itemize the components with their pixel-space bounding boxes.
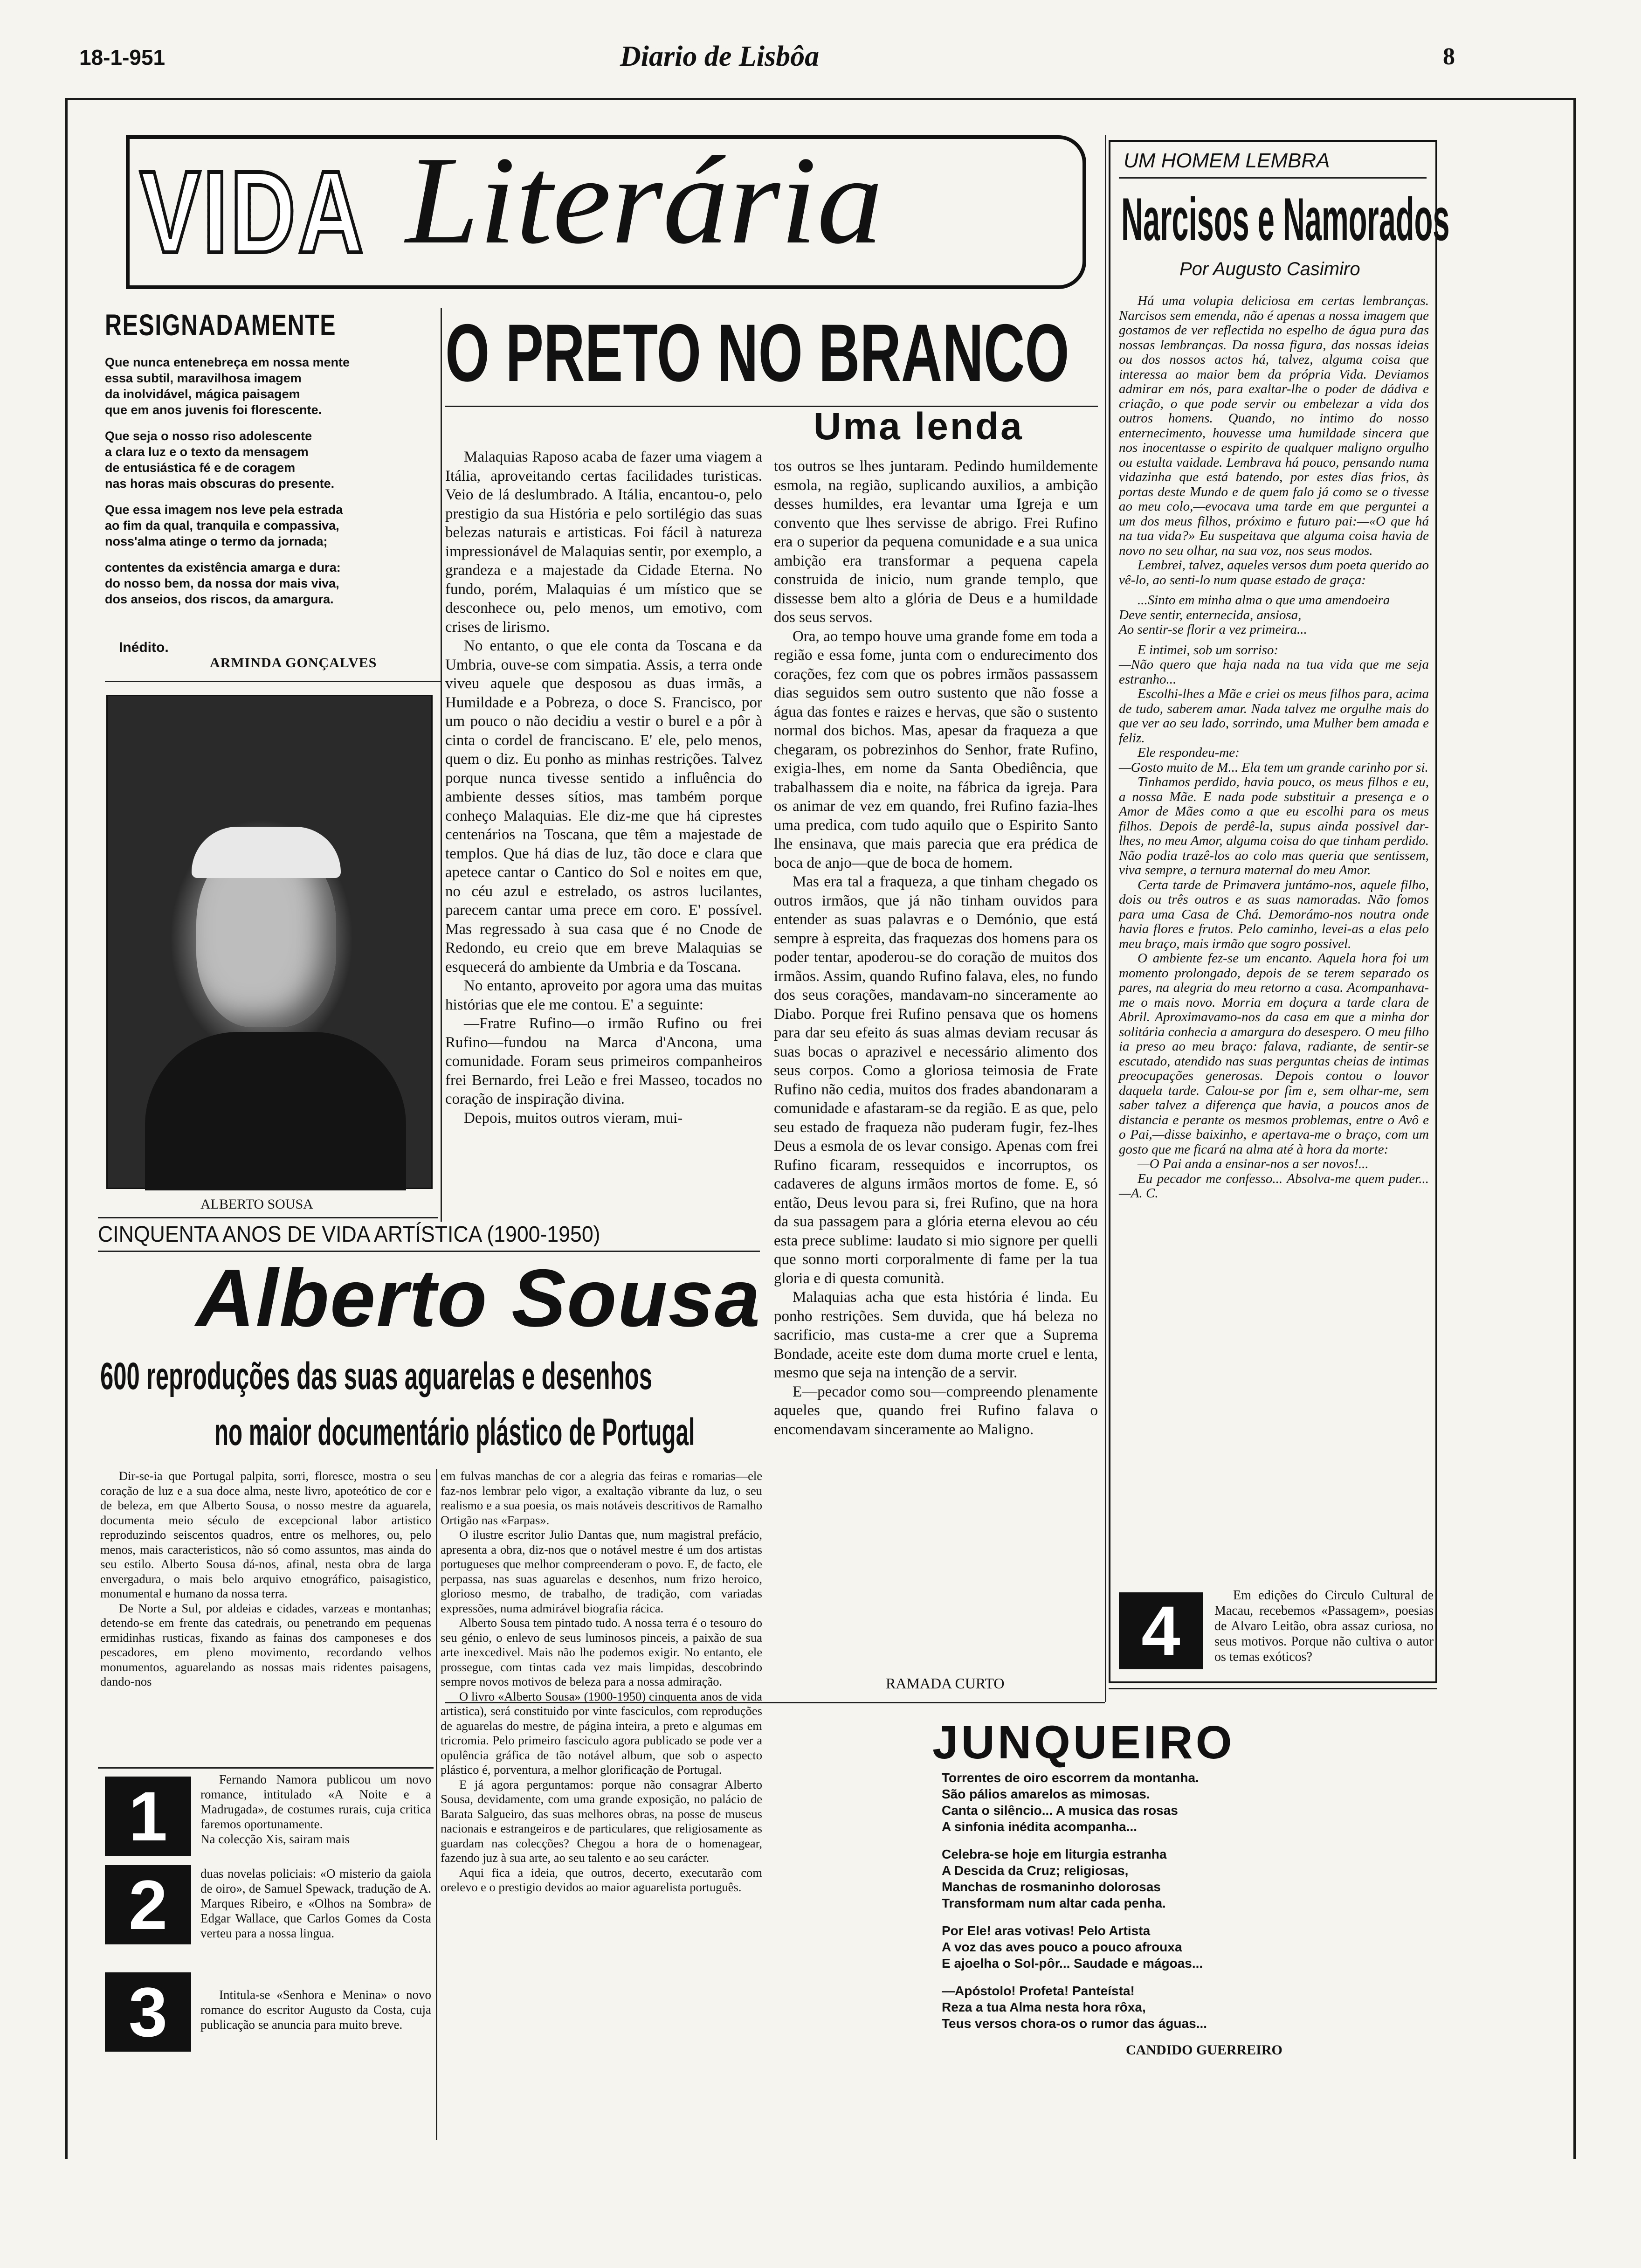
note-3-text: Intitula-se «Senhora e Menina» o novo romance do escritor Augusto da Costa, cuja publicação se anuncia para muito breve. <box>200 1988 431 2032</box>
junqueiro-poem <box>942 1770 1431 2032</box>
poem-title: RESIGNADAMENTE <box>105 308 337 342</box>
verse: ...Sinto em minha alma o que uma amendoeira Deve sentir, enternecida, ansiosa, Ao sentir-se florir a vez primeira... <box>1119 593 1390 637</box>
junqueiro-title: JUNQUEIRO <box>932 1716 1235 1769</box>
right-title: Narcisos e Namorados <box>1121 185 1450 253</box>
paragraph: Há uma volupia deliciosa em certas lembranças. Narcisos sem emenda, não é apenas a nossa imagem que gostamos de ver reflectida no espelho de água pura das nossas lembranças. Da nossa figura, das nossas ideias ou dos nossos actos há, talvez, alguma coisa que interessa ao maior bem da própria Vida. Deviamos admirar em nós, para exaltar-lhe o poder de dádiva e criação, o que pode servir ou embelezar a vida dos outros homens. Quando, no intimo do nosso enternecimento, houvesse uma humildade sincera que nos inocentasse o espirito de qualquer maligno orgulho ou estulta vaidade. Lembrava há pouco, pensando numa vidazinha que está batendo, por estes dias frios, às portas deste Mundo e de quem falo já como se o tivesse ao meu colo,—evocava uma tarde em que perguntei a um dos meus filhos, próximo e futuro pai:—«O que há na tua vida?» Eu suspeitava que alguma coisa havia de novo no seu olhar, na sua voz, nos seus modos. <box>1119 293 1429 558</box>
note-1-text: Fernando Namora publicou um novo romance, intitulado «A Noite e a Madrugada», de costumes rurais, cuja critica faremos oportunamente. Na colecção Xis, sairam mais <box>200 1772 431 1846</box>
paragraph: em fulvas manchas de cor a alegria das feiras e romarias—ele faz-nos lembrar pelo vigor, a exaltação vibrante da luz, o seu realismo e a sua poesia, os mais notáveis descritivos de Ramalho Ortigão nas «Farpas». <box>441 1469 762 1527</box>
paragraph: Aqui fica a ideia, que outros, decerto, executarão com orelevo e o prestigio devidos ao maior aguarelista português. <box>441 1865 762 1894</box>
paragraph: E já agora perguntamos: porque não consagrar Alberto Sousa, devidamente, com uma grande exposição, no palácio de Barata Salgueiro, das suas melhores obras, na posse de museus nacionais e estrangeiros e de particulares, que religiosamente as guardam nas colecções? Chegou a hora de o homenagear, fazendo juz à sua arte, ao seu talento e ao seu carácter. <box>441 1777 762 1865</box>
preto-title: O PRETO NO BRANCO <box>445 308 1069 399</box>
paragraph: O ambiente fez-se um encanto. Aquela hora foi um momento prolongado, depois de se terem separado os pares, na alegria do meu retorno a casa. Acompanhava-me o mais novo. Morria em doçura a tarde clara de Abril. Aproximavamo-nos da casa em que a minha dor solitária conhecia a amargura do desespero. O meu filho ia preso ao meu braço: falava, radiante, de sentir-se escutado, atendido nas suas perguntas cheias de intimas preocupações generosas. Depois contou o louvor daquela tarde. Calou-se por fim e, sem olhar-me, sem saber talvez a diferença que havia, a poucos anos de distancia e perante os mesmos problemas, entre o Avô e o Pai,—disse baixinho, e apertava-me o braço, com um gosto que me ficará na alma até à hora da morte: <box>1119 951 1429 1157</box>
paragraph: Lembrei, talvez, aqueles versos dum poeta querido ao vê-lo, ao senti-lo num quase estado de graça: <box>1119 558 1429 588</box>
poem-stanza: Que seja o nosso riso adolescente a clara luz e o texto da mensagem de entusiástica fé e de coragem nas horas mais obscuras do presente. <box>105 429 335 491</box>
junqueiro-author: CANDIDO GUERREIRO <box>1126 2042 1282 2058</box>
paragraph: O ilustre escritor Julio Dantas que, num magistral prefácio, apresenta a obra, diz-nos que o notável mestre é um dos artistas portugueses que melhor compreenderam o povo. E, de facto, ele perpassa, nas suas aguarelas e desenhos, num frizo heroico, glorioso mesmo, de trabalho, de tradição, com variadas expressões, numa admirável biografia rácica. <box>441 1528 762 1615</box>
note-1-number: 1 <box>105 1777 191 1856</box>
poem-note: Inédito. <box>119 640 169 655</box>
note-3-number: 3 <box>105 1972 191 2052</box>
paragraph: Escolhi-lhes a Mãe e criei os meus filhos para, acima de tudo, saberem amar. Nada talvez me orgulhe mais do que ver ao seu lado, sorrindo, uma Mulher bem amada e feliz. <box>1119 686 1429 746</box>
page-date: 18-1-951 <box>79 45 165 69</box>
note-2-number: 2 <box>105 1865 191 1944</box>
preto-author: RAMADA CURTO <box>886 1675 1005 1692</box>
sousa-name: Alberto Sousa <box>196 1253 761 1344</box>
paragraph: Malaquias acha que esta história é linda. Eu ponho restrições. Sem duvida, que há beleza no sacrificio, mas custa-me a crer que a Suprema Bondade, aceite este dom duma morte cruel e lenta, mesmo que seja na intenção de a servir. <box>774 1289 1098 1381</box>
paragraph: Ora, ao tempo houve uma grande fome em toda a região e essa fome, junta com o endurecimento dos corações, fez com que os pobres irmãos passassem dias seguidos sem outro sustento que não fosse a água das fontes e raizes e hervas, que são o sustento normal dos bichos. Mas, apesar da fraqueza a que chegaram, os pobrezinhos do Senhor, frate Rufino, exigia-lhes, em nome da Santa Obediência, que trabalhassem dia e noite, na fábrica da igreja. Para os animar de vez em quando, frei Rufino fazia-lhes uma predica, com tudo aquilo que o Espirito Santo lhe ensinava, que mais parecia que era prédica de boca de anjo—que de boca de homem. <box>774 628 1098 871</box>
paragraph: Certa tarde de Primavera juntámo-nos, aquele filho, dois ou três outros e as suas namoradas. Não fomos para uma Casa de Chá. Demorámo-nos noutra onde havia flores e frutos. Pelo caminho, levei-as a elas pelo meu braço, mais irmão que sogro possivel. <box>1119 877 1429 951</box>
note-4-number: 4 <box>1119 1592 1203 1669</box>
poem-stanza: Por Ele! aras votivas! Pelo Artista A voz das aves pouco a pouco afrouxa E ajoelha o Sol-pôr... Saudade e mágoas... <box>942 1923 1203 1971</box>
right-kicker: UM HOMEM LEMBRA <box>1124 149 1330 172</box>
note-4-text: Em edições do Circulo Cultural de Macau, recebemos «Passagem», poesias de Alvaro Leitão, obra assaz curiosa, no seus motivos. Porque não cultiva o autor os temas exóticos? <box>1214 1588 1434 1664</box>
right-byline: Por Augusto Casimiro <box>1179 259 1360 279</box>
banner-vida: VIDA <box>140 147 366 277</box>
portrait-hair <box>192 827 341 878</box>
paragraph: Eu pecador me confesso... Absolva-me quem puder...—A. C. <box>1119 1171 1429 1201</box>
paragraph: Tinhamos perdido, havia pouco, os meus filhos e eu, a nossa Mãe. E nada pode substituir a presença e o Amor de Mães como a que eu escolhi para os meus filhos. Depois de perdê-la, supus ainda possivel dar-lhes, no meu Amor, alguma coisa do que tinham perdido. Não podia trazê-los ao colo mas queria que sentissem, viva sempre, a ternura maternal do meu Amor. <box>1119 774 1429 878</box>
preto-subtitle: Uma lenda <box>814 405 1024 448</box>
poem-stanza: —Apóstolo! Profeta! Panteísta! Reza a tua Alma nesta hora rôxa, Teus versos chora-os o rumor das águas... <box>942 1984 1207 2031</box>
paragraph: E intimei, sob um sorriso: —Não quero que haja nada na tua vida que me seja estranho... <box>1119 642 1429 687</box>
paragraph: No entanto, aproveito por agora uma das muitas histórias que ele me contou. E' a seguinte: <box>445 977 762 1013</box>
poem-stanza: Que essa imagem nos leve pela estrada ao fim da qual, tranquila e compassiva, noss'alma atinge o termo da jornada; <box>105 503 343 548</box>
paragraph: E—pecador como sou—compreendo plenamente aqueles que, quando frei Rufino falava o encomendavam sinceramente ao Maligno. <box>774 1383 1098 1438</box>
page-number: 8 <box>1443 43 1455 70</box>
sousa-headline-1: 600 reproduções das suas aguarelas e desenhos <box>100 1355 652 1397</box>
paragraph: Malaquias Raposo acaba de fazer uma viagem a Itália, aproveitando certas facilidades turisticas. Veio de lá deslumbrado. A Itália, encantou-o, pelo prestigio da sua História e pelo sortilégio das suas belezas naturais e artisticas. Foi fácil à natureza impressionável de Malaquias sentir, por exemplo, a grandeza e a majestade da Cidade Eterna. No fundo, porém, Malaquias é um místico que se desconhece ou, pelo menos, um emotivo, com crises de lirismo. <box>445 449 762 636</box>
preto-column-2 <box>774 457 1098 1439</box>
masthead: Diario de Lisbôa <box>620 41 820 72</box>
poem-stanza: Torrentes de oiro escorrem da montanha. São pálios amarelos as mimosas. Canta o silêncio... A musica das rosas A sinfonia inédita acompanha... <box>942 1770 1199 1834</box>
poem-body <box>105 354 441 619</box>
poem-author: ARMINDA GONÇALVES <box>210 655 377 671</box>
banner-literaria: Literária <box>406 131 883 270</box>
sousa-column-2 <box>441 1469 762 1895</box>
sousa-kicker: CINQUENTA ANOS DE VIDA ARTÍSTICA (1900-1950) <box>98 1222 600 1247</box>
paragraph: Dir-se-ia que Portugal palpita, sorri, floresce, mostra o seu coração de luz e a sua doce alma, neste livro, apoteótico de cor e de beleza, em que Alberto Sousa, o nosso mestre da aguarela, documenta meio século de excepcional labor artistico reproduzindo seiscentos quadros, entre os melhores, ou, pelo menos, mais caracteristicos, não só como assuntos, mas ainda do seu estilo. Alberto Sousa dá-nos, afinal, nesta obra de larga envergadura, o mais belo arquivo etnográfico, paisagistico, monumental e humano da nossa terra. <box>100 1469 431 1600</box>
paragraph: Ele respondeu-me: —Gosto muito de M... Ela tem um grande carinho por si. <box>1119 745 1428 775</box>
poem-stanza: contentes da existência amarga e dura: do nosso bem, da nossa dor mais viva, dos anseios, dos riscos, da amargura. <box>105 560 341 606</box>
alberto-sousa-photo <box>106 695 433 1189</box>
paragraph: —Fratre Rufino—o irmão Rufino ou frei Rufino—fundou na Marca d'Ancona, uma comunidade. Foram seus primeiros companheiros frei Bernardo, frei Leão e frei Masseo, tocados no coração de inspiração divina. <box>445 1015 762 1107</box>
paragraph: Mas era tal a fraqueza, a que tinham chegado os outros irmãos, que já não tinham ouvidos para entender as suas palavras e o Demónio, que está sempre à espreita, das fraquezas dos homens para os poder tentar, apoderou-se do coração de muitos dos irmãos. Assim, quando Rufino falava, eles, no fundo dos seus corações, mandavam-no sinceramente ao Diabo. Porque frei Rufino pensava que os homens para dar seu efeito ás suas almas deviam recusar ás suas bocas o aprazivel e necessário alimento dos seus corpos. Como a gloriosa teimosia de Frate Rufino não cedia, muitos dos frades abandonaram a comunidade e afastaram-se da região. E as que, pelo seu estado de fraqueza não puderam fugir, fez-lhes Deus a esmola de os levar consigo. Apenas com frei Rufino ficaram, ressequidos e incorruptos, os cadaveres de alguns irmãos mortos de fome. E, só então, Deus levou para si, frei Rufino, que na hora da sua passagem para a glória eterna elevou ao céu esta prece sublime: laudato si mio signore per quelli que sonno morti corporalmente di fame per la tua gloria e di questa comunità. <box>774 873 1098 1287</box>
poem-stanza: Que nunca entenebreça em nossa mente essa subtil, maravilhosa imagem da inolvidável, mágica paisagem que em anos juvenis foi florescente. <box>105 355 350 417</box>
preto-column-1 <box>445 448 762 1127</box>
paragraph: tos outros se lhes juntaram. Pedindo humildemente esmola, na região, suplicando auxilios, a ambição desses humildes, era levantar uma Igreja e um convento que lhes servisse de abrigo. Frei Rufino era o superior da pequena comunidade e a sua unica ambição era transformar a pequena capela construida de inicio, num grande templo, que dissesse bem alto a glória de Deus e a humildade dos seus servos. <box>774 458 1098 626</box>
paragraph: Alberto Sousa tem pintado tudo. A nossa terra é o tesouro do seu génio, o enlevo de seus luminosos pinceis, a paixão de sua arte inexcedivel. Mais não lhe podemos exigir. No entanto, ele prossegue, com tintas cada vez mais limpidas, descobrindo sempre novos motivos de beleza para a nossa admiração. <box>441 1616 762 1688</box>
paragraph: No entanto, o que ele conta da Toscana e da Umbria, ouve-se com simpatia. Assis, a terra onde viveu aquele que desposou as duas irmãs, a Humildade e a Pobreza, o doce S. Francisco, por um pouco o não decidiu a vestir o burel e a pôr à cinta o cordel de franciscano. E' ele, pelo menos, quem o diz. Eu ponho as minhas restrições. Talvez porque nunca tivesse sentido a influência do ambiente desses sítios, mas também porque conheço Malaquias. Ele diz-me que há ciprestes centenários na Toscana, que têm a majestade de templos. Que há dias de luz, tão doce e clara que apetece cantar o Cantico do Sol e noites em que, no céu azul e estrelado, os astros lucilantes, parecem cantar uma prece em coro. E' possível. Mas regressado à sua casa que é no Cnode de Redondo, eu creio que em breve Malaquias se esquecerá do ambiente da Umbria e da Toscana. <box>445 637 762 975</box>
note-2-text: duas novelas policiais: «O misterio da gaiola de oiro», de Samuel Spewack, tradução de A. Marques Ribeiro, e «Olhos na Sombra» de Edgar Wallace, que Carlos Gomes da Costa verteu para a nossa lingua. <box>200 1867 431 1940</box>
sousa-column-1 <box>100 1469 431 1689</box>
paragraph: O livro «Alberto Sousa» (1900-1950) cinquenta anos de vida artistica), será constituido por vinte fasciculos, com reproduções de aguarelas do mestre, de página inteira, a preto e algumas em tricromia. Pelo primeiro fasciculo agora publicado se pode ver a opulência gráfica de tão notável album, que sob o aspecto plástico é, porventura, a melhor glorificação de Portugal. <box>441 1689 762 1777</box>
paragraph: Depois, muitos outros vieram, mui- <box>464 1109 683 1127</box>
sousa-headline-2: no maior documentário plástico de Portugal <box>214 1411 695 1453</box>
poem-stanza: Celebra-se hoje em liturgia estranha A Descida da Cruz; religiosas, Manchas de rosmaninho dolorosas Transformam num altar cada penha. <box>942 1847 1167 1910</box>
paragraph: —O Pai anda a ensinar-nos a ser novos!... <box>1138 1156 1369 1171</box>
photo-caption: ALBERTO SOUSA <box>200 1196 313 1212</box>
right-body <box>1119 294 1429 1201</box>
paragraph: De Norte a Sul, por aldeias e cidades, varzeas e montanhas; detendo-se em frente das catedrais, ou penetrando em pequenas ermidinhas rusticas, fixando as fainas dos camponeses e dos pescadores, em pleno movimento, recordando velhos monumentos, aguarelando as nossas mais ridentes paisagens, dando-nos <box>100 1601 431 1688</box>
portrait-suit <box>145 1032 406 1190</box>
